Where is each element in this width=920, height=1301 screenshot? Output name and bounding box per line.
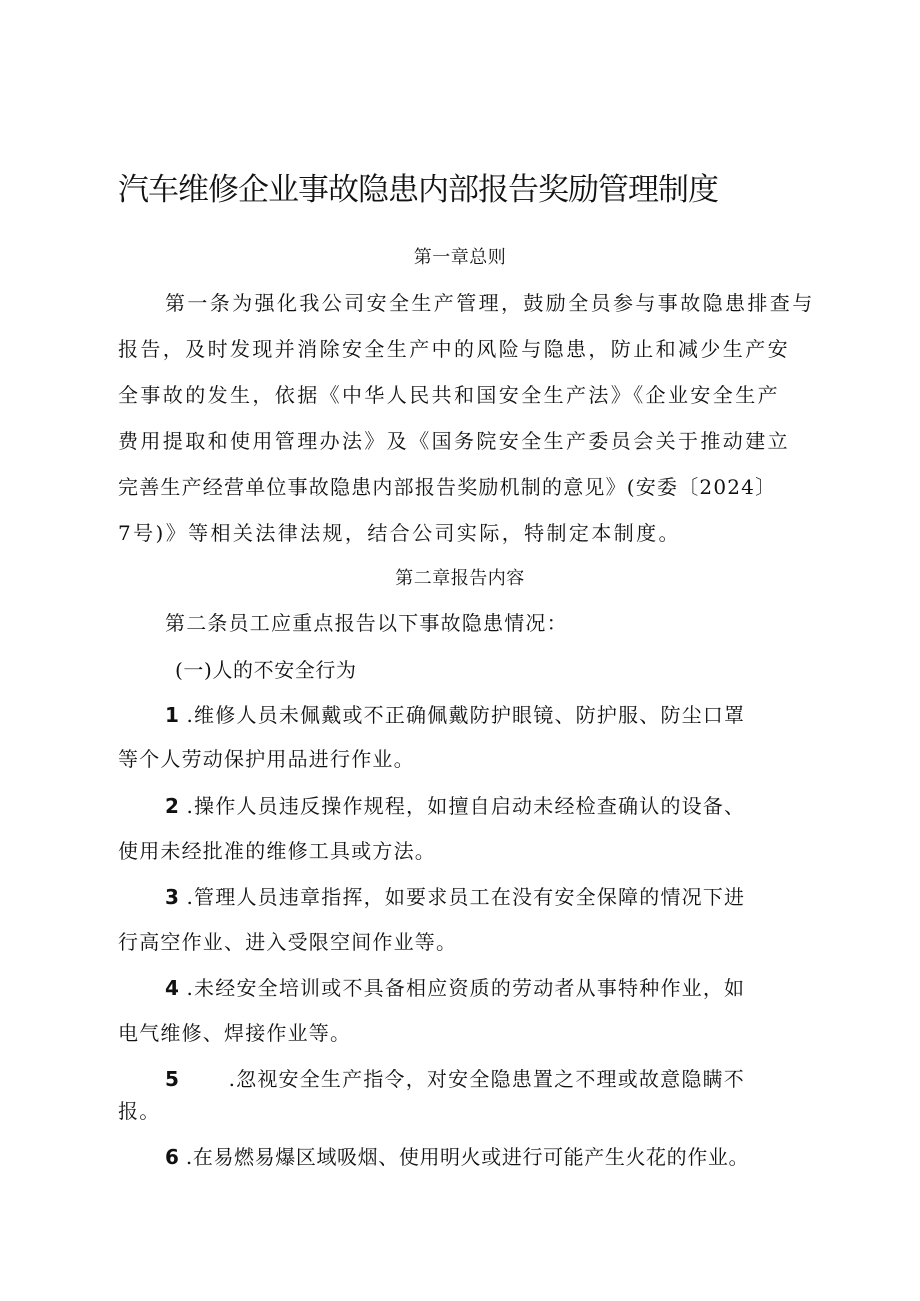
list-item-continuation: 行高空作业、进入受限空间作业等。 (118, 930, 458, 954)
list-item-continuation: 使用未经批准的维修工具或方法。 (118, 839, 436, 863)
item-text: .忽视安全生产指令，对安全隐患置之不理或故意隐瞒不 (228, 1067, 745, 1091)
item-number: 4 (165, 976, 179, 1000)
item-number: 5 (165, 1067, 179, 1091)
paragraph-line: 第一条为强化我公司安全生产管理，鼓励全员参与事故隐患排查与 (165, 291, 815, 315)
chapter-heading: 第二章报告内容 (395, 568, 525, 589)
chapter-heading: 第一章总则 (413, 247, 507, 268)
paragraph-line: 费用提取和使用管理办法》及《国务院安全生产委员会关于推动建立 (118, 429, 790, 453)
list-item-continuation: 电气维修、焊接作业等。 (118, 1021, 352, 1045)
list-item (165, 1063, 745, 1092)
item-number: 1 (165, 703, 179, 727)
item-text: .操作人员违反操作规程，如擅自启动未经检查确认的设备、 (186, 794, 746, 818)
item-number: 3 (165, 885, 179, 909)
article-line: 第二条员工应重点报告以下事故隐患情况： (165, 611, 568, 635)
item-number: 2 (165, 794, 179, 818)
list-item (165, 1141, 749, 1170)
paragraph-line: 完善生产经营单位事故隐患内部报告奖励机制的意见》(安委〔2024〕 (118, 475, 777, 499)
list-item (165, 790, 745, 819)
item-text: .未经安全培训或不具备相应资质的劳动者从事特种作业，如 (186, 976, 746, 1000)
item-number: 6 (165, 1145, 179, 1169)
paragraph-line: 报告，及时发现并消除安全生产中的风险与隐患，防止和减少生产安 (118, 337, 790, 361)
list-item-continuation: 报。 (118, 1099, 161, 1123)
list-item (165, 881, 745, 910)
list-item-continuation: 等个人劳动保护用品进行作业。 (118, 747, 415, 771)
list-item (165, 699, 745, 728)
item-text: .管理人员违章指挥，如要求员工在没有安全保障的情况下进 (186, 885, 746, 909)
document-title: 汽车维修企业事故隐患内部报告奖励管理制度 (118, 172, 718, 208)
item-text: .在易燃易爆区域吸烟、使用明火或进行可能产生火花的作业。 (185, 1145, 750, 1169)
list-item (165, 972, 745, 1001)
subheading: (一)人的不安全行为 (175, 658, 357, 682)
paragraph-line: 7号)》等相关法律法规，结合公司实际，特制定本制度。 (118, 521, 681, 545)
paragraph-line: 全事故的发生，依据《中华人民共和国安全生产法》《企业安全生产 (118, 383, 780, 407)
item-text: .维修人员未佩戴或不正确佩戴防护眼镜、防护服、防尘口罩 (186, 703, 746, 727)
